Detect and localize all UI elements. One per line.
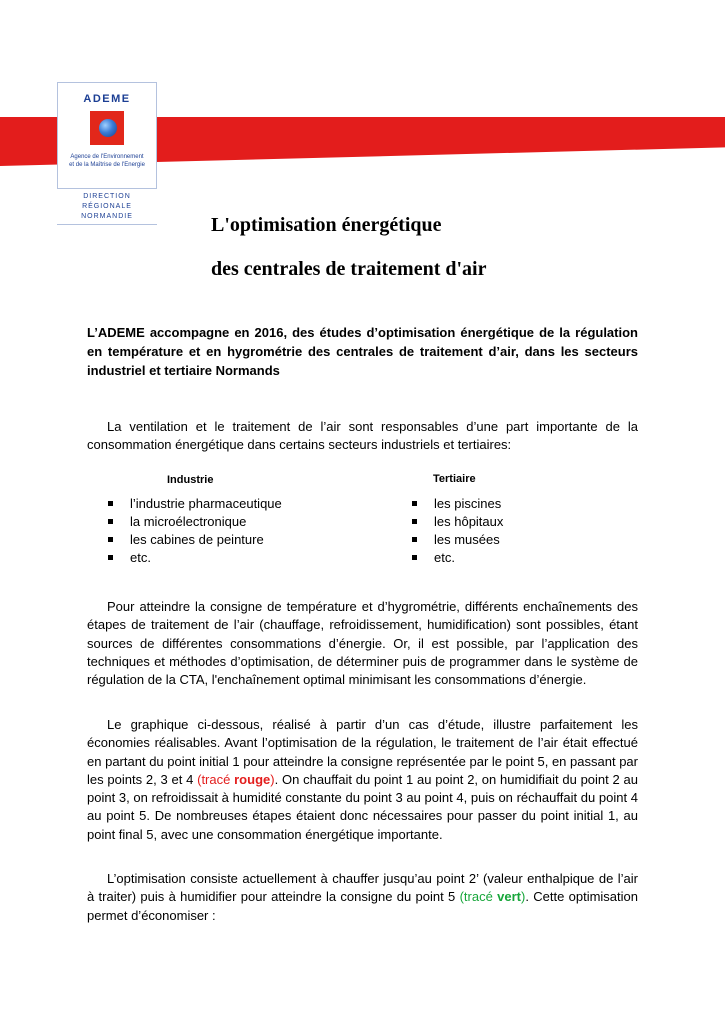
tertiary-list — [412, 495, 503, 567]
list-item — [108, 495, 282, 513]
paragraph-graph-explanation — [87, 716, 638, 844]
paragraph4-before: L’optimisation consiste actuellement à chauffer jusqu’au point 2’ (valeur enthalpique de l’air à traiter) puis à humidifier pour atteindre la consigne du point 5 — [87, 871, 638, 905]
ademe-logo — [57, 82, 157, 189]
industry-list — [108, 495, 282, 567]
paragraph3-after: . On chauffait du point 1 au point 2, on humidifiait du point 2 au point 3, on refroidissait à humidité constante du point 3 au point 4, puis on réchauffait du point 4 au point 5. De nombreuses étapes étaient donc nécessaires pour passer du point initial 1, au point final 5, avec une consommation énergétique importante. — [87, 771, 639, 842]
tertiary-heading: Tertiaire — [433, 473, 476, 485]
page-title-line1: L'optimisation énergétique — [211, 214, 442, 236]
industry-item-text: la microélectronique — [130, 514, 247, 529]
bullet-icon — [108, 555, 113, 560]
list-item — [412, 513, 503, 531]
trace-red-open: (tracé — [197, 771, 235, 787]
bullet-icon — [412, 501, 417, 506]
tertiary-item-text: les piscines — [434, 496, 502, 511]
intro-paragraph: L’ADEME accompagne en 2016, des études d’optimisation énergétique de la régulation en température et en hygrométrie des centrales de traitement d’air, dans les secteurs industriel et tertiaire Normands — [87, 325, 638, 378]
paragraph-current-optimisation — [87, 870, 638, 925]
trace-red-label — [197, 772, 274, 787]
globe-icon — [99, 119, 117, 137]
logo-sub-line1: DIRECTION RÉGIONALE — [82, 193, 132, 210]
list-item — [108, 549, 282, 567]
list-item — [108, 513, 282, 531]
paragraph4-after: . Cette optimisation permet d’économiser : — [87, 889, 638, 923]
paragraph1-text: La ventilation et le traitement de l’air sont responsables d’une part importante de la consommation énergétique dans certains secteurs industriels et tertiaires: — [87, 419, 638, 453]
tertiary-item-text: etc. — [434, 550, 455, 565]
bullet-icon — [108, 519, 113, 524]
trace-green-close: ) — [520, 889, 526, 905]
industry-item-text: l’industrie pharmaceutique — [130, 496, 282, 511]
paragraph3-before: Le graphique ci-dessous, réalisé à partir d’un cas d’étude, illustre parfaitement les économies réalisables. Avant l’optimisation de la régulation, le traitement de l’air était effectué en partant du point initial 1 pour atteindre la consigne représentée par le point 5, en passant par les points 2, 3 et 4 — [87, 717, 638, 787]
logo-caption — [58, 153, 156, 169]
logo-caption-line2: et de la Maîtrise de l'Energie — [69, 162, 145, 168]
industry-heading: Industrie — [167, 474, 214, 486]
bullet-icon — [412, 537, 417, 542]
logo-square — [90, 111, 124, 145]
logo-subtitle — [57, 192, 157, 225]
trace-red-color: rouge — [234, 771, 271, 787]
list-item — [412, 495, 503, 513]
bullet-icon — [412, 519, 417, 524]
list-item — [412, 549, 503, 567]
tertiary-item-text: les musées — [434, 532, 500, 547]
trace-green-color: vert — [497, 889, 521, 905]
paragraph-optimisation — [87, 598, 638, 689]
industry-item-text: etc. — [130, 550, 151, 565]
bullet-icon — [412, 555, 417, 560]
page-title-line2: des centrales de traitement d'air — [211, 258, 487, 280]
list-item — [108, 531, 282, 549]
bullet-icon — [108, 537, 113, 542]
list-item — [412, 531, 503, 549]
paragraph2-text: Pour atteindre la consigne de température et d’hygrométrie, différents enchaînements des étapes de traitement de l’air (chauffage, refroidissement, humidification) sont possibles, étant sources de différentes consommations d’énergie. Or, il est possible, par l’application des techniques et méthodes d’optimisation, de déterminer puis de programmer dans le système de régulation de la CTA, l'enchaînement optimal minimisant les consommations d’énergie. — [87, 599, 638, 688]
trace-green-label — [460, 889, 526, 904]
paragraph-ventilation — [87, 418, 638, 455]
tertiary-item-text: les hôpitaux — [434, 514, 504, 529]
bullet-icon — [108, 501, 113, 506]
logo-sub-line2: NORMANDIE — [81, 213, 133, 220]
trace-green-open: (tracé — [459, 889, 498, 905]
logo-caption-line1: Agence de l'Environnement — [70, 154, 144, 160]
trace-red-close: ) — [270, 771, 275, 787]
logo-name: ADEME — [83, 93, 131, 105]
industry-item-text: les cabines de peinture — [130, 532, 264, 547]
